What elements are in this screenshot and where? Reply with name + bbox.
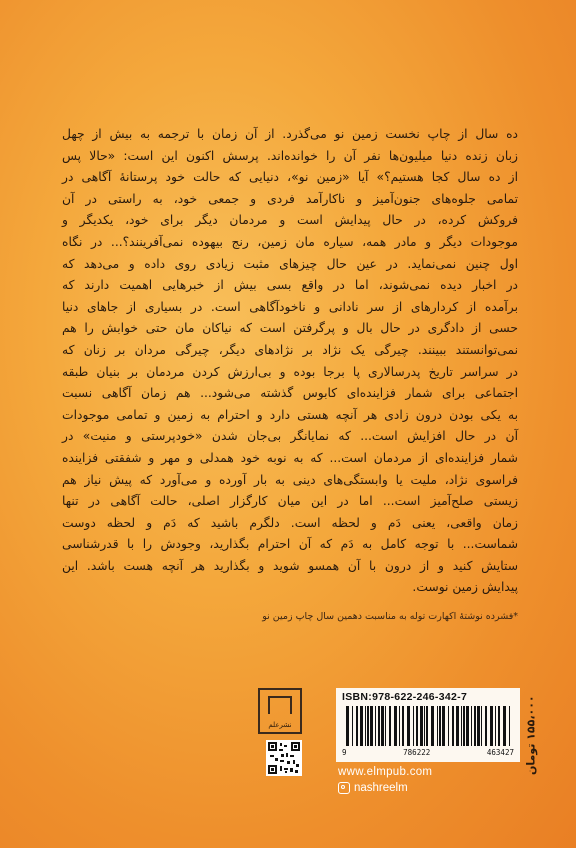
isbn-label: ISBN:978-622-246-342-7 [342, 691, 468, 703]
barcode-graphic [346, 706, 512, 746]
blurb-line: موجودات دیگر و مادر همه، سیاره مان زمین، رنج بیهوده نمی‌آفرینند؟... در نگاه [62, 234, 518, 249]
blurb-line: نمی‌توانستند ببینند. چیرگی یک نژاد بر نژادهای دیگر، چیرگی مردان بر زنان که [62, 342, 518, 357]
blurb-line: برآمده از کردارهای از سر نادانی و ناخودآگاهی است. در بسیاری از جاهای دنیا [62, 299, 518, 314]
blurb-line: حسی از دادگری در حال بال و پرگرفتن است که نیاکان مان حتی خوابش را هم [62, 321, 518, 336]
blurb-line: زیستی صلح‌آمیز است... اما در این میان کارگزار اصلی، حالت آگاهی در تنها [62, 494, 518, 509]
blurb-line: فراسوی نژاد، ملیت یا وابستگی‌های دینی به بار آورده و می‌آورد که پیش نیاز هم [62, 472, 518, 487]
isbn-barcode [336, 688, 520, 762]
blurb-caption: *فشرده نوشتهٔ اکهارت توله به مناسبت دهمین سال چاپ زمین نو [262, 611, 518, 622]
publisher-logo [258, 688, 302, 734]
qr-code-icon[interactable] [266, 740, 302, 776]
barcode-digits [342, 748, 514, 757]
blurb-line: پیدایش زمین نوست. [412, 580, 518, 595]
back-cover-blurb [62, 124, 518, 599]
blurb-line: فروکش کرده، در حال پیدایش است و مردمان دیگر برای خود، یکدیگر و [62, 213, 518, 228]
blurb-line: زبان زنده دنیا میلیون‌ها نفر آن را خوانده‌اند. پرسش اکنون این است: «حالا پس [62, 148, 518, 163]
barcode-digit-group-1: 786222 [403, 748, 431, 757]
barcode-digit-prefix: 9 [342, 748, 347, 757]
blurb-line: در سراسر تاریخ پدرسالاری پا برجا بوده و بی‌ارزش کردن مردمان بر بنیان طبقه [62, 364, 518, 379]
blurb-line: از ده سال کجا هستیم؟» آیا «زمین نو»، دنیایی که حالت خود پرستانهٔ آگاهی در [62, 170, 518, 185]
blurb-line: به یکی بودن درون زادی هر آنچه هستی دارد و احترام به زمین و تمامی موجودات [62, 407, 518, 422]
instagram-icon [338, 782, 350, 794]
blurb-line: آن در حال افزایش است... که نمایانگر بی‌جان شدن «خودپرستی و منیت» در [62, 429, 518, 444]
publisher-name: نشرعلم [268, 721, 292, 729]
blurb-line: تمامی جلوه‌های جنون‌آمیز و ناکارآمد فردی و جمعی خود، به راستی در آن [62, 191, 518, 206]
blurb-line: در اخبار دیده نمی‌شوند، اما در واقع بسی بیش از خبرهایی اهمیت دارند که [62, 278, 518, 293]
instagram-handle: nashreelm [354, 782, 408, 794]
blurb-line: شماست... با توجه کامل به دَم که آن احترام بگذارید، وجودش را با قدرشناسی [62, 537, 518, 552]
publisher-logo-icon [268, 696, 292, 714]
blurb-line: شمار فزاینده‌ای از مردمان است... که به نوبه خود همدلی و مهر و شفقتی فزاینده [62, 450, 518, 465]
blurb-line: ستایش کنید و از درون با آن همسو شوید و بگذارید هر آنچه هست باشد. این [62, 558, 518, 573]
blurb-line: زمان واقعی، یعنی دَم و لحظه است. دلگرم باشید که دَم و لحظه دوست [62, 515, 518, 530]
website-link[interactable]: www.elmpub.com [338, 766, 433, 778]
barcode-digit-group-2: 463427 [486, 748, 514, 757]
blurb-line: اجتماعی برای شمار فزاینده‌ای کابوس گذشته می‌شود... هم زمان آگاهی نسبت [62, 386, 518, 401]
instagram-link[interactable] [338, 782, 408, 794]
blurb-line: اول چنین نمی‌نماید. در عین حال چیزهای مثبت زیادی روی داده و می‌دهد که [62, 256, 518, 271]
blurb-line: ده سال از چاپ نخست زمین نو می‌گذرد. از آن زمان با ترجمه به بیش از چهل [62, 127, 518, 141]
price-label: ۱۵۵،۰۰۰ تومان [524, 695, 538, 775]
